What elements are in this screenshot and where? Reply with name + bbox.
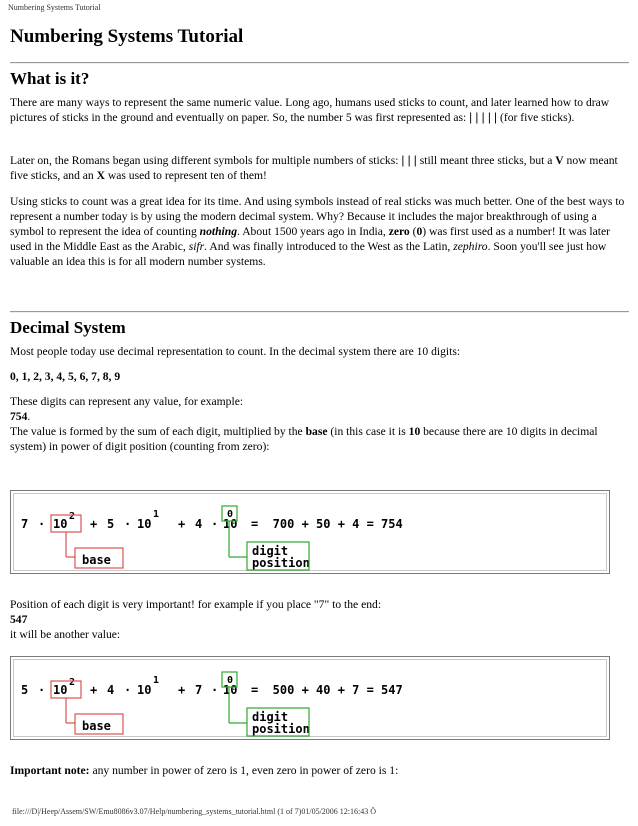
formula-figure-754 — [10, 490, 610, 574]
svg-text:·: · — [211, 517, 219, 531]
formula-result: = 700 + 50 + 4 = 754 — [251, 517, 403, 531]
position-label: position — [252, 722, 310, 736]
paragraph-sticks: There are many ways to represent the same numeric value. Long ago, humans used sticks to count, and later learned how to draw pictures of sticks in the ground and eventually on paper. So, the number 5 was first represented as: | | | | | (for five sticks). — [10, 96, 610, 124]
svg-text:7: 7 — [195, 683, 203, 697]
section-heading-what-is-it: What is it? — [10, 69, 90, 88]
paragraph-position-importance: Position of each digit is very important! for example if you place "7" to the end: — [10, 598, 382, 611]
paragraph-decimal-intro: Most people today use decimal representation to count. In the decimal system there are 10 digits: — [10, 345, 461, 358]
base-label: base — [82, 719, 111, 733]
formula-result: = 500 + 40 + 7 = 547 — [251, 683, 403, 697]
digit-label: digit — [252, 710, 289, 724]
page-title: Numbering Systems Tutorial — [10, 26, 244, 47]
svg-text:10: 10 — [223, 517, 238, 531]
decimal-digits-list: 0, 1, 2, 3, 4, 5, 6, 7, 8, 9 — [10, 370, 121, 383]
svg-text:+: + — [178, 683, 186, 697]
svg-text:1: 1 — [153, 675, 160, 686]
svg-text:0: 0 — [227, 509, 234, 520]
base-label: base — [82, 553, 111, 567]
base-value: 10 — [53, 683, 68, 697]
important-note: Important note: any number in power of zero is 1, even zero in power of zero is 1: — [10, 764, 399, 777]
svg-text:·: · — [38, 683, 46, 697]
formula-figure-547 — [10, 656, 610, 740]
digit: 7 — [21, 517, 29, 531]
example-value-2: 547 — [10, 613, 28, 626]
svg-text:1: 1 — [153, 509, 160, 520]
digit: 5 — [21, 683, 29, 697]
svg-text:·: · — [124, 683, 132, 697]
svg-text:10: 10 — [137, 683, 152, 697]
svg-text:5: 5 — [107, 517, 115, 531]
paragraph-zero-history: Using sticks to count was a great idea for its time. And using symbols instead of real sticks was much better. One of the best ways to represent a number today is by using the modern decimal system. Why? Because it includes the major breakthrough of using a symbol to represent the idea of counting nothing. About 1500 years ago in India, zero (0) was first used as a number! It was later used in the Middle East as the Arabic, sifr. And was finally introduced to the West as the Latin, zephiro. Soon you'll see just how valuable an idea this is for all modern number systems. — [10, 195, 625, 268]
paragraph-romans: Later on, the Romans began using different symbols for multiple numbers of sticks: | | | still meant three sticks, but a V now meant five sticks, and an X was used to represent ten of them! — [10, 154, 618, 182]
divider — [10, 62, 629, 64]
svg-text:10: 10 — [137, 517, 152, 531]
running-header: Numbering Systems Tutorial — [8, 3, 101, 12]
position-label: position — [252, 556, 310, 570]
base-value: 10 — [53, 517, 68, 531]
svg-text:·: · — [211, 683, 219, 697]
section-heading-decimal-system: Decimal System — [10, 318, 126, 337]
svg-text:4: 4 — [107, 683, 115, 697]
exponent: 2 — [69, 677, 76, 688]
example-value: 754. — [10, 410, 31, 423]
digit-label: digit — [252, 544, 289, 558]
svg-text:+: + — [178, 517, 186, 531]
svg-text:+: + — [90, 683, 98, 697]
divider — [10, 311, 629, 313]
svg-text:·: · — [38, 517, 46, 531]
svg-text:·: · — [124, 517, 132, 531]
paragraph-another-value: it will be another value: — [10, 628, 121, 641]
svg-text:+: + — [90, 517, 98, 531]
paragraph-base-explanation: The value is formed by the sum of each digit, multiplied by the base (in this case it is 10 because there are 10 digits in decimal system) in power of digit position (counting from zero): — [10, 425, 598, 453]
svg-text:4: 4 — [195, 517, 203, 531]
svg-text:10: 10 — [223, 683, 238, 697]
paragraph-example-intro: These digits can represent any value, for example: — [10, 395, 244, 408]
exponent: 2 — [69, 511, 76, 522]
svg-text:0: 0 — [227, 675, 234, 686]
footer-file-path: file:///D|/Heep/Assem/SW/Emu8086v3.07/Help/numbering_systems_tutorial.html (1 of 7)01/05/2006 12:16:43 Ö — [12, 807, 377, 816]
